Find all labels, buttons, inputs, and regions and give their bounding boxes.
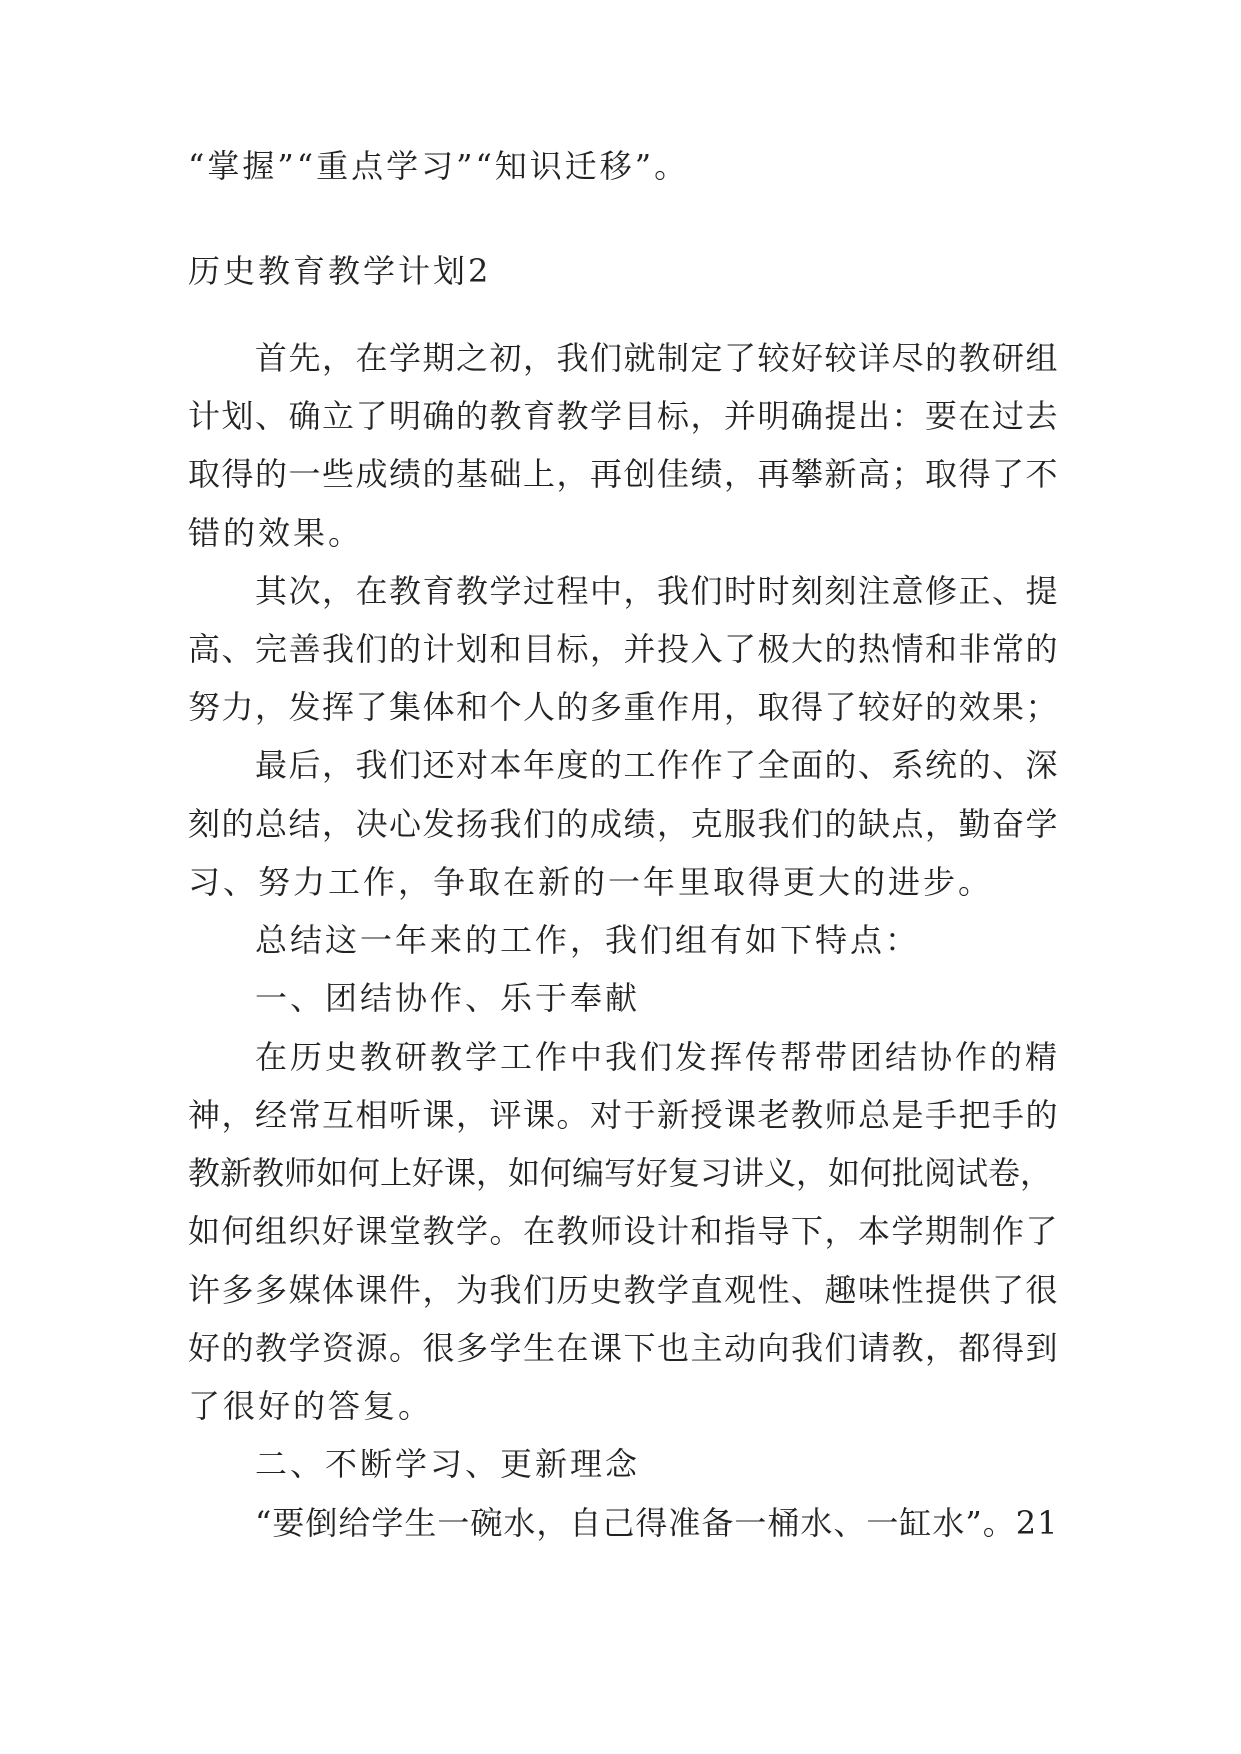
section-heading: 历史教育教学计划2 [188,252,492,290]
text-line: 了很好的答复。 [188,1387,434,1425]
text-line: 如何组织好课堂教学。在教师设计和指导下，本学期制作了 [188,1212,1060,1250]
text-line: “掌握”“重点学习”“知识迁移”。 [188,147,690,185]
text-line: 计划、确立了明确的教育教学目标，并明确提出：要在过去 [188,397,1060,435]
subsection-heading: 二、不断学习、更新理念 [255,1445,641,1483]
text-line: 许多多媒体课件，为我们历史教学直观性、趣味性提供了很 [188,1271,1060,1309]
text-line: 好的教学资源。很多学生在课下也主动向我们请教，都得到 [188,1329,1060,1367]
text-line: 错的效果。 [188,514,364,552]
text-line: 总结这一年来的工作，我们组有如下特点： [255,921,921,959]
text-line: 神，经常互相听课，评课。对于新授课老教师总是手把手的 [188,1096,1060,1134]
text-line: 努力，发挥了集体和个人的多重作用，取得了较好的效果； [188,688,1060,726]
text-line: 高、完善我们的计划和目标，并投入了极大的热情和非常的 [188,630,1060,668]
text-line: “要倒给学生一碗水，自己得准备一桶水、一缸水”。21 [255,1504,1059,1542]
subsection-heading: 一、团结协作、乐于奉献 [255,979,641,1017]
text-line: 取得的一些成绩的基础上，再创佳绩，再攀新高；取得了不 [188,455,1060,493]
text-line: 首先，在学期之初，我们就制定了较好较详尽的教研组 [255,339,1060,377]
text-line: 习、努力工作，争取在新的一年里取得更大的进步。 [188,863,994,901]
text-line: 在历史教研教学工作中我们发挥传帮带团结协作的精 [255,1038,1061,1076]
text-line: 最后，我们还对本年度的工作作了全面的、系统的、深 [255,746,1060,784]
text-line: 教新教师如何上好课，如何编写好复习讲义，如何批阅试卷， [188,1154,1053,1192]
text-line: 其次，在教育教学过程中，我们时时刻刻注意修正、提 [255,572,1060,610]
text-line: 刻的总结，决心发扬我们的成绩，克服我们的缺点，勤奋学 [188,805,1060,843]
